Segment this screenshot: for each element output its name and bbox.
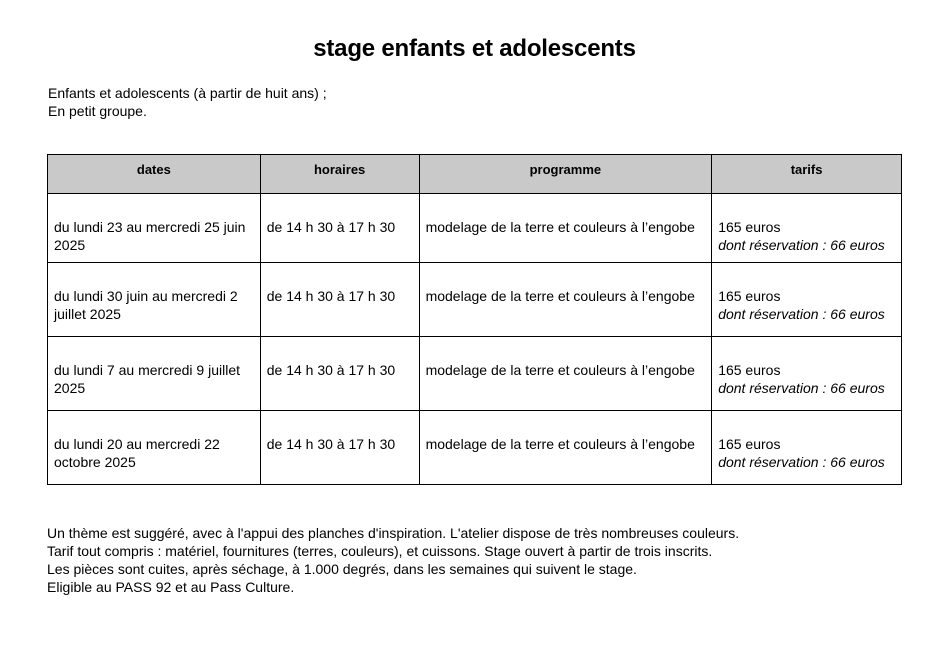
cell-hours [260, 337, 419, 411]
price-text: 165 euros [718, 362, 781, 378]
intro-line-audience: Enfants et adolescents (à partir de huit ans) ; [48, 85, 327, 101]
cell-dates [48, 194, 261, 263]
table-row [48, 194, 902, 263]
cell-hours [260, 411, 419, 485]
intro-text [48, 84, 327, 120]
table-header-row [48, 155, 902, 194]
price-text: 165 euros [718, 288, 781, 304]
cell-dates [48, 411, 261, 485]
dates-text: du lundi 23 au mercredi 25 juin 2025 [54, 219, 246, 253]
schedule-table [47, 154, 902, 485]
deposit-text: dont réservation : 66 euros [718, 454, 885, 470]
table-row [48, 411, 902, 485]
header-dates: dates [48, 155, 261, 194]
footer-line-eligibility: Eligible au PASS 92 et au Pass Culture. [47, 579, 295, 595]
header-program: programme [419, 155, 712, 194]
table-row [48, 263, 902, 337]
cell-program [419, 263, 712, 337]
cell-price [712, 411, 902, 485]
cell-program [419, 411, 712, 485]
cell-program [419, 337, 712, 411]
deposit-text: dont réservation : 66 euros [718, 380, 885, 396]
program-text: modelage de la terre et couleurs à l’engobe [425, 362, 695, 378]
footer-line-theme: Un thème est suggéré, avec à l'appui des planches d'inspiration. L'atelier dispose de très nombreuses couleurs. [47, 525, 740, 541]
page-title: stage enfants et adolescents [313, 35, 636, 62]
dates-text: du lundi 20 au mercredi 22 octobre 2025 [54, 436, 220, 470]
intro-line-group: En petit groupe. [48, 103, 147, 119]
header-hours: horaires [260, 155, 419, 194]
header-price: tarifs [712, 155, 902, 194]
footer-line-price-details: Tarif tout compris : matériel, fournitures (terres, couleurs), et cuissons. Stage ouvert à partir de trois inscrits. [47, 543, 713, 559]
price-text: 165 euros [718, 219, 781, 235]
cell-price [712, 263, 902, 337]
footer-line-firing: Les pièces sont cuites, après séchage, à 1.000 degrés, dans les semaines qui suivent le stage. [47, 561, 637, 577]
dates-text: du lundi 7 au mercredi 9 juillet 2025 [54, 362, 240, 396]
hours-text: de 14 h 30 à 17 h 30 [266, 288, 396, 304]
cell-hours [260, 194, 419, 263]
hours-text: de 14 h 30 à 17 h 30 [266, 219, 396, 235]
cell-dates [48, 263, 261, 337]
cell-dates [48, 337, 261, 411]
cell-price [712, 337, 902, 411]
deposit-text: dont réservation : 66 euros [718, 237, 885, 253]
program-text: modelage de la terre et couleurs à l’engobe [425, 288, 695, 304]
dates-text: du lundi 30 juin au mercredi 2 juillet 2025 [54, 288, 238, 322]
program-text: modelage de la terre et couleurs à l’engobe [425, 436, 695, 452]
cell-hours [260, 263, 419, 337]
hours-text: de 14 h 30 à 17 h 30 [266, 362, 396, 378]
hours-text: de 14 h 30 à 17 h 30 [266, 436, 396, 452]
table-row [48, 337, 902, 411]
price-text: 165 euros [718, 436, 781, 452]
cell-program [419, 194, 712, 263]
cell-price [712, 194, 902, 263]
deposit-text: dont réservation : 66 euros [718, 306, 885, 322]
program-text: modelage de la terre et couleurs à l’engobe [425, 219, 695, 235]
footer-notes [47, 524, 739, 596]
